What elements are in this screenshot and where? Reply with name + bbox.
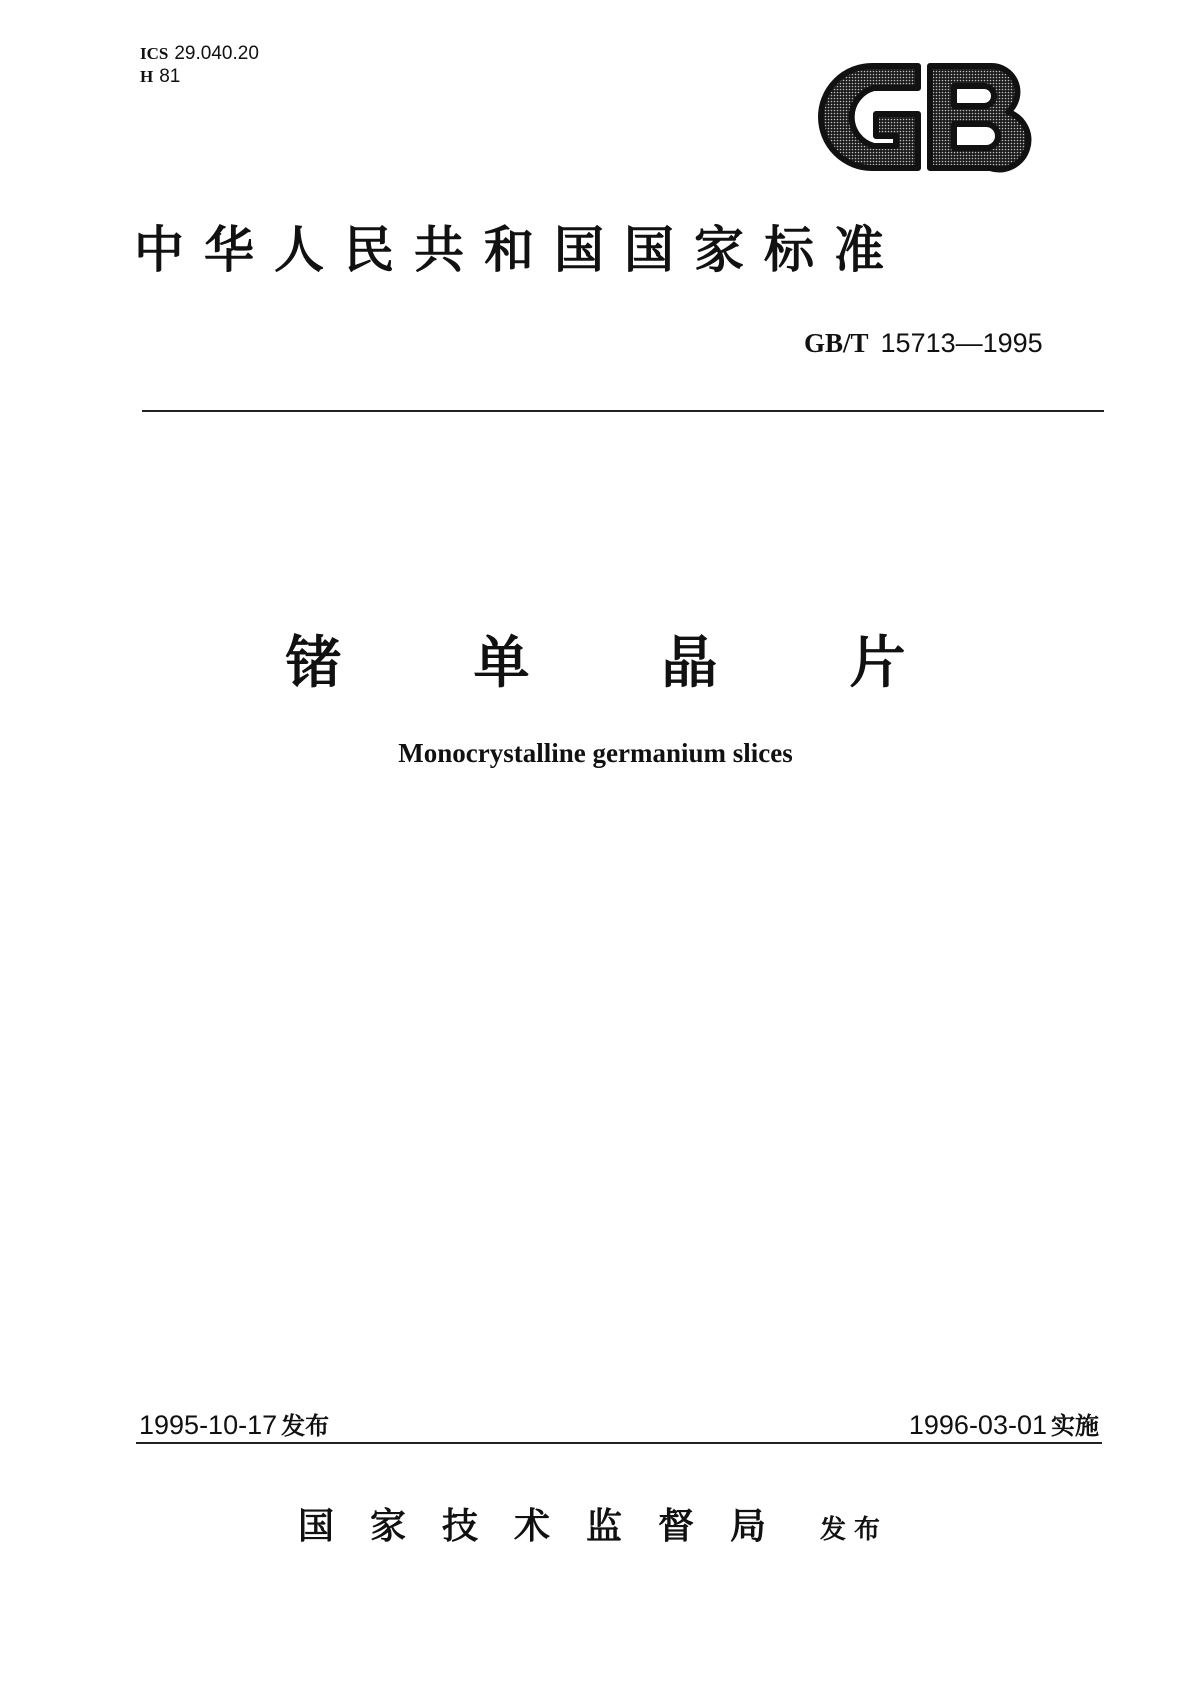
country-standard-title: 中华人民共和国国家标准 bbox=[134, 220, 904, 279]
standard-number bbox=[804, 328, 1043, 359]
header-divider bbox=[142, 410, 1104, 412]
issue-date bbox=[139, 1406, 329, 1441]
standard-prefix: GB/T bbox=[804, 328, 869, 358]
classification-codes bbox=[140, 42, 259, 88]
issuer-organization: 国家技术监督局 bbox=[298, 1505, 803, 1547]
footer-divider bbox=[136, 1442, 1102, 1444]
document-title-english: Monocrystalline germanium slices bbox=[398, 738, 793, 768]
standard-code: 15713—1995 bbox=[880, 328, 1043, 358]
h-line bbox=[140, 65, 259, 88]
implementation-date bbox=[909, 1406, 1099, 1441]
implementation-date-value: 1996-03-01 bbox=[908, 1410, 1047, 1440]
implementation-date-suffix: 实施 bbox=[1051, 1412, 1099, 1440]
issue-date-value: 1995-10-17 bbox=[139, 1410, 278, 1440]
ics-line bbox=[140, 42, 259, 65]
issue-date-suffix: 发布 bbox=[281, 1412, 330, 1440]
ics-code: 29.040.20 bbox=[174, 43, 259, 64]
issuer-action: 发布 bbox=[820, 1515, 889, 1545]
document-title-chinese: 锗单晶片 bbox=[285, 631, 1038, 696]
gb-logo bbox=[818, 58, 1032, 176]
ics-tag: ICS bbox=[140, 44, 169, 63]
h-code: 81 bbox=[159, 66, 181, 87]
issuing-authority bbox=[298, 1498, 888, 1549]
h-tag: H bbox=[140, 67, 154, 86]
